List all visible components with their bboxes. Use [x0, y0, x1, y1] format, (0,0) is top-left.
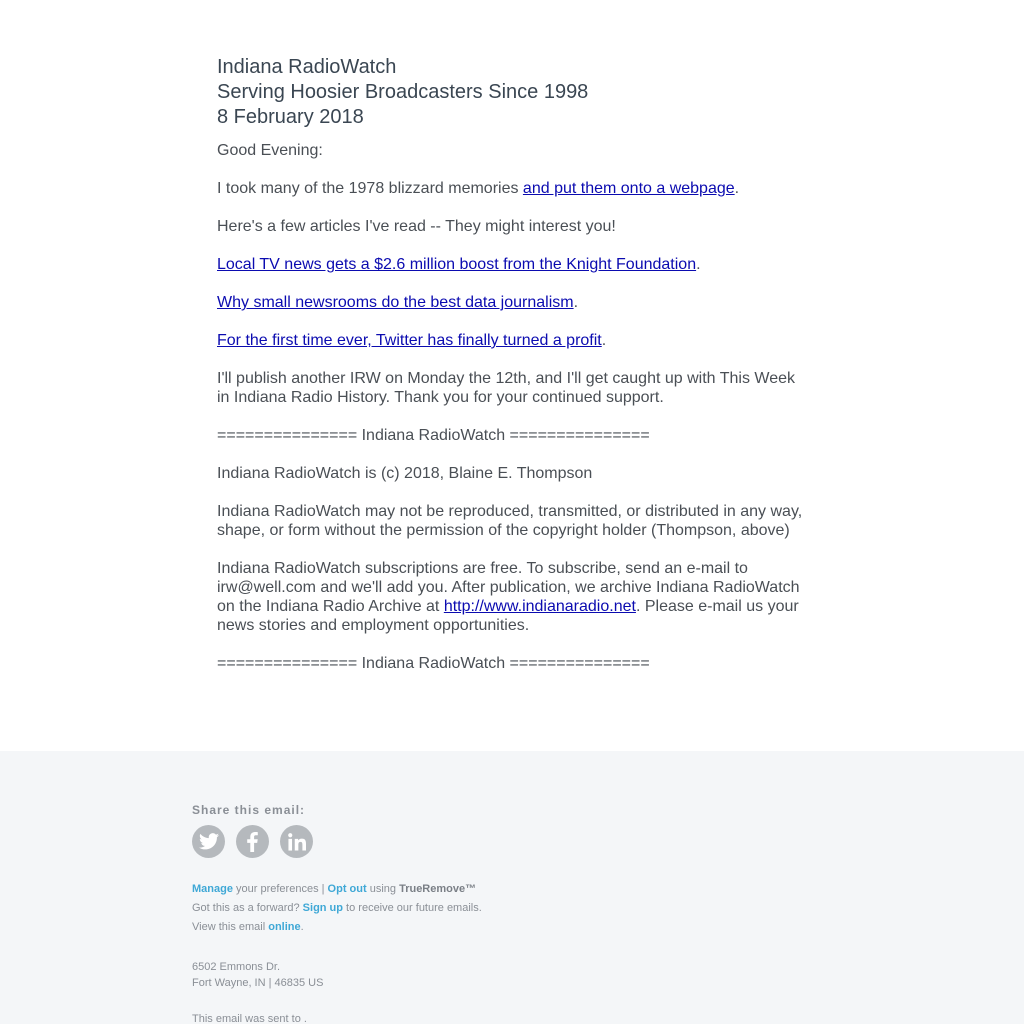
- manage-text: your preferences |: [232, 883, 328, 895]
- trueremove-label: TrueRemove™: [399, 883, 477, 895]
- view-suffix: .: [300, 921, 304, 933]
- newsletter-title: Indiana RadioWatch: [217, 56, 397, 78]
- address-street: 6502 Emmons Dr.: [192, 961, 281, 973]
- masthead: [217, 55, 807, 130]
- blizzard-suffix: .: [734, 180, 740, 197]
- share-title: Share this email:: [192, 803, 306, 817]
- article-3-suffix: .: [601, 332, 607, 349]
- subscribe-paragraph: [217, 559, 807, 635]
- view-prefix: View this email: [192, 921, 269, 933]
- publish-note: I'll publish another IRW on Monday the 12th, and I'll get caught up with This Week in Indiana Radio History. Thank you for your continued support.: [217, 370, 795, 406]
- blizzard-paragraph: [217, 179, 807, 198]
- article-1-suffix: .: [696, 256, 701, 273]
- forward-line: [192, 899, 792, 918]
- indianaradio-link[interactable]: http://www.indianaradio.net: [443, 598, 636, 615]
- divider-top: =============== Indiana RadioWatch ===============: [217, 427, 650, 444]
- newsletter-content: [217, 55, 807, 673]
- view-online-line: [192, 918, 792, 937]
- footer-preferences: [192, 880, 792, 937]
- article-2-link[interactable]: Why small newsrooms do the best data journalism: [217, 294, 574, 311]
- subscribe-prefix: Indiana RadioWatch subscriptions are free. To subscribe, send an e-mail to irw@well.com and we'll add you. After publication, we archive Indiana RadioWatch on the Indiana Radio Archive at: [217, 560, 800, 615]
- social-share-buttons: [192, 825, 792, 858]
- blizzard-prefix: I took many of the 1978 blizzard memories: [217, 180, 523, 197]
- articles-intro: Here's a few articles I've read -- They might interest you!: [217, 218, 616, 235]
- view-online-link[interactable]: online: [268, 921, 301, 933]
- article-1-link[interactable]: Local TV news gets a $2.6 million boost from the Knight Foundation: [217, 256, 697, 273]
- article-3-link[interactable]: For the first time ever, Twitter has finally turned a profit: [217, 332, 602, 349]
- optout-text: using: [366, 883, 400, 895]
- sign-up-link[interactable]: Sign up: [302, 902, 343, 914]
- forward-prefix: Got this as a forward?: [192, 902, 303, 914]
- subscribe-suffix: . Please e-mail us your news stories and employment opportunities.: [217, 598, 799, 634]
- reproduction-notice: Indiana RadioWatch may not be reproduced, transmitted, or distributed in any way, shape, or form without the permission of the copyright holder (Thompson, above): [217, 503, 803, 539]
- twitter-share-button[interactable]: [192, 825, 225, 858]
- article-2-suffix: .: [573, 294, 579, 311]
- facebook-share-button[interactable]: [236, 825, 269, 858]
- forward-suffix: to receive our future emails.: [343, 902, 482, 914]
- facebook-icon: [247, 832, 258, 852]
- copyright-notice: Indiana RadioWatch is (c) 2018, Blaine E. Thompson: [217, 465, 593, 482]
- opt-out-link[interactable]: Opt out: [327, 883, 367, 895]
- sent-to-notice: This email was sent to .: [192, 1013, 307, 1024]
- blizzard-webpage-link[interactable]: and put them onto a webpage: [522, 180, 735, 197]
- article-1: [217, 255, 807, 274]
- divider-bottom: =============== Indiana RadioWatch ===============: [217, 655, 650, 672]
- address-city: Fort Wayne, IN | 46835 US: [192, 977, 324, 989]
- manage-preferences-link[interactable]: Manage: [192, 883, 233, 895]
- article-3: [217, 331, 807, 350]
- newsletter-date: 8 February 2018: [217, 106, 364, 128]
- greeting: Good Evening:: [217, 142, 323, 159]
- twitter-icon: [199, 833, 219, 850]
- email-footer: [0, 751, 1024, 1024]
- manage-line: [192, 880, 792, 899]
- article-2: [217, 293, 807, 312]
- linkedin-share-button[interactable]: [280, 825, 313, 858]
- linkedin-icon: [288, 833, 306, 851]
- footer-inner: [192, 803, 792, 1024]
- footer-address: [192, 959, 792, 991]
- newsletter-tagline: Serving Hoosier Broadcasters Since 1998: [217, 81, 589, 103]
